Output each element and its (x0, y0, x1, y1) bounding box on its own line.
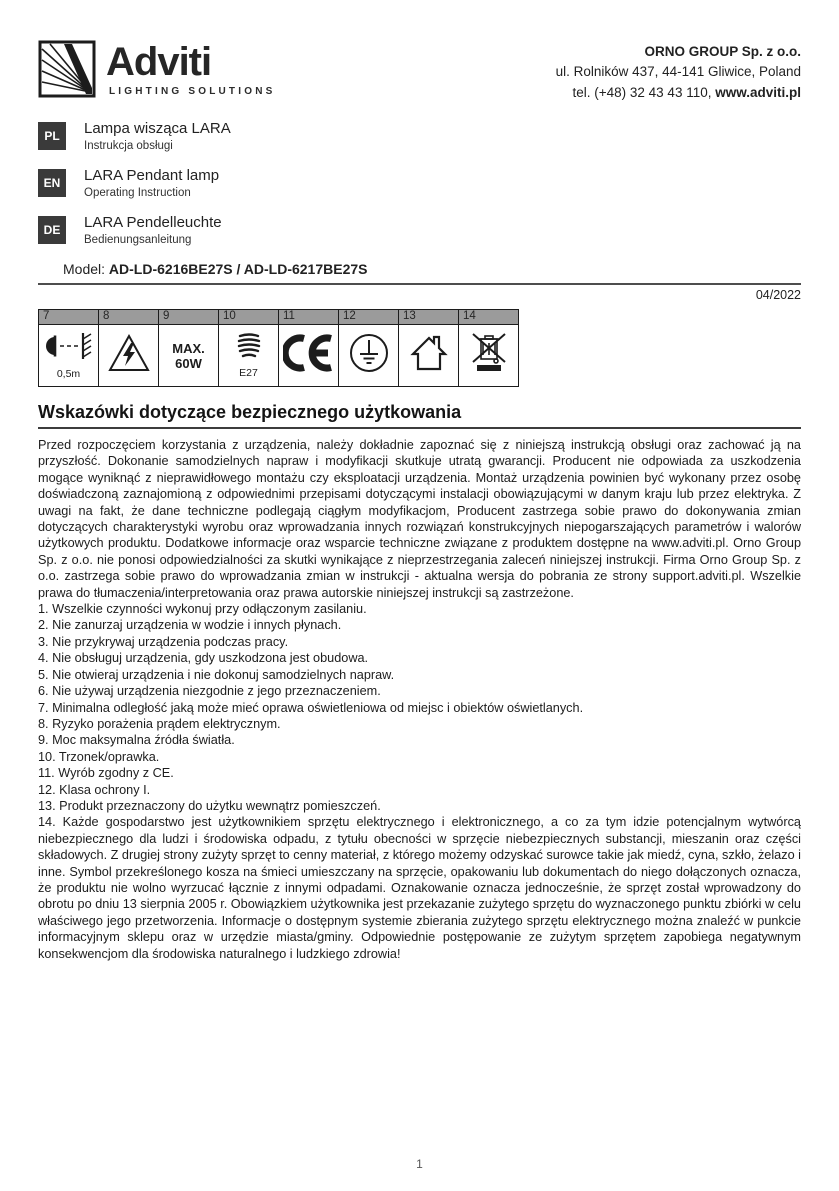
socket-label: E27 (239, 367, 258, 380)
symbol-header-8: 8 (99, 310, 159, 325)
weee-bin-icon (466, 361, 512, 378)
safety-item-7: 7. Minimalna odległość jaką może mieć oprawa oświetleniowa od miejsc i obiektów oświetlanych. (38, 700, 584, 715)
safety-item-1: 1. Wszelkie czynności wykonuj przy odłączonym zasilaniu. (38, 602, 367, 617)
brand-name: Adviti (106, 40, 212, 84)
safety-item-9: 9. Moc maksymalna źródła światła. (38, 733, 235, 748)
company-name: ORNO GROUP Sp. z o.o. (644, 44, 801, 59)
product-subtitle-pl: Instrukcja obsługi (84, 140, 173, 152)
model-value: AD-LD-6216BE27S / AD-LD-6217BE27S (108, 261, 368, 277)
product-title-de: LARA Pendelleuchte (84, 214, 222, 231)
company-info (556, 40, 801, 103)
protection-class-icon (348, 361, 390, 378)
symbol-header-12: 12 (339, 310, 399, 325)
model-label: Model: (63, 261, 106, 277)
safety-intro-paragraph: Przed rozpoczęciem korzystania z urządzenia, należy dokładnie zapoznać się z niniejszą instrukcją obsługi oraz zachować ją na przyszłość. Dokonanie samodzielnych napraw i modyfikacji skutkuje utratą gwarancji. Producent nie odpowiada za uszkodzenia mogące wyniknąć z nieprawidłowego montażu czy eksploatacji urządzenia. Montaż urządzenia powinien być wykonany przez osobę doświadczoną zaznajomioną z odpowiednimi przepisami dotyczącymi instalacji obowiązującymi w danym kraju lub przez elektryka. Z uwagi na fakt, że dane techniczne podlegają ciągłym modyfikacjom, Producent zastrzega sobie prawo do dokonywania zmian dotyczących charakterystyki wyrobu oraz wprowadzania innych rozwiązań konstrukcyjnych niepogarszających parametrów i walorów użytkowych produktu. Dodatkowe informacje oraz wsparcie techniczne związane z produktem dostępne na www.adviti.pl. Orno Group Sp. z o.o. nie ponosi odpowiedzialności za skutki wynikające z nieprzestrzegania zaleceń niniejszej instrukcji. Firma Orno Group Sp. z o.o. zastrzega sobie prawo do wprowadzania zmian w instrukcji - aktualna wersja do pobrania ze strony support.adviti.pl. Wszelkie prawa do tłumaczenia/interpretowania oraz prawa autorskie niniejszej instrukcji są zastrzeżone. (38, 438, 801, 600)
product-subtitle-en: Operating Instruction (84, 187, 191, 199)
brand-tagline: LIGHTING SOLUTIONS (109, 86, 276, 97)
safety-item-4: 4. Nie obsługuj urządzenia, gdy uszkodzona jest obudowa. (38, 651, 369, 666)
symbol-cell-max-wattage (159, 325, 219, 387)
symbol-cell-distance (39, 325, 99, 387)
bulb-socket-icon (232, 349, 266, 366)
symbol-cell-ce (279, 325, 339, 387)
symbol-header-10: 10 (219, 310, 279, 325)
distance-label: 0,5m (56, 368, 81, 381)
symbol-cell-warning (99, 325, 159, 387)
company-phone: tel. (+48) 32 43 43 110, (572, 84, 716, 100)
company-contact (556, 83, 801, 103)
symbol-cell-socket (219, 325, 279, 387)
language-badge-de: DE (38, 216, 66, 244)
warning-triangle-icon (107, 360, 151, 377)
symbols-header-row (39, 310, 519, 325)
company-website: www.adviti.pl (715, 84, 801, 100)
language-sections (38, 120, 801, 246)
safety-item-3: 3. Nie przykrywaj urządzenia podczas pracy. (38, 634, 289, 649)
symbol-header-11: 11 (279, 310, 339, 325)
safety-item-13: 13. Produkt przeznaczony do użytku wewnątrz pomieszczeń. (38, 798, 381, 813)
symbol-cell-weee (459, 325, 519, 387)
language-badge-en: EN (38, 169, 66, 197)
product-subtitle-de: Bedienungsanleitung (84, 234, 192, 246)
brand-wordmark (106, 42, 276, 97)
page-number: 1 (416, 1157, 423, 1171)
symbol-header-9: 9 (159, 310, 219, 325)
model-line (63, 261, 801, 277)
company-address: ul. Rolników 437, 44-141 Gliwice, Poland (555, 64, 801, 80)
symbols-icon-row (39, 325, 519, 387)
page-header (38, 40, 801, 103)
safety-item-10: 10. Trzonek/oprawka. (38, 749, 160, 764)
safety-item-11: 11. Wyrób zgodny z CE. (38, 766, 174, 781)
safety-item-2: 2. Nie zanurzaj urządzenia w wodzie i innych płynach. (38, 618, 342, 633)
product-title-en: LARA Pendant lamp (84, 167, 220, 184)
symbol-header-14: 14 (459, 310, 519, 325)
language-row-pl (38, 120, 801, 152)
safety-heading: Wskazówki dotyczące bezpiecznego użytkowania (38, 402, 462, 422)
safety-item-14: 14. Każde gospodarstwo jest użytkownikiem sprzętu elektrycznego i elektronicznego, a co za tym idzie potencjalnym wytwórcą niebezpiecznego dla ludzi i środowiska odpadu, z tytułu obecności w sprzęcie niebezpiecznych substancji, mieszanin oraz części składowych. Z drugiej strony zużyty sprzęt to cenny materiał, z którego możemy odzyskać surowce takie jak miedź, cyna, szkło, żelazo i inne. Symbol przekreślonego kosza na śmieci umieszczany na sprzęcie, opakowaniu lub dokumentach do niego dołączonych oznacza, że produktu nie wolno wyrzucać łącznie z innymi odpadami. Oznakowanie oznacza jednocześnie, że sprzęt został wprowadzony do obrotu po dniu 13 sierpnia 2005 r. Obowiązkiem użytkownika jest przekazanie zużytego sprzętu do wyznaczonego punktu zbiórki w celu właściwego jego przetworzenia. Informacje o dostępnym systemie zbierania zużytego sprzętu elektrycznego można znaleźć w punkcie informacyjnym sklepu oraz w urzędzie miasta/gminy. Odpowiednie postępowanie ze zużytym sprzętem zapobiega negatywnym konsekwencjom dla środowiska naturalnego i ludzkiego zdrowia! (38, 815, 801, 961)
distance-icon (45, 350, 93, 367)
product-title-pl: Lampa wisząca LARA (84, 120, 231, 137)
symbols-table (38, 309, 519, 387)
safety-item-12: 12. Klasa ochrony I. (38, 782, 151, 797)
ce-mark-icon (283, 360, 335, 377)
language-row-en (38, 167, 801, 199)
model-divider (38, 283, 801, 285)
max-wattage-text: MAX. 60W (172, 340, 205, 371)
indoor-use-icon (407, 360, 451, 377)
safety-item-8: 8. Ryzyko porażenia prądem elektrycznym. (38, 716, 281, 731)
revision-date: 04/2022 (755, 288, 801, 302)
symbol-cell-indoor (399, 325, 459, 387)
safety-heading-divider (38, 427, 801, 429)
language-badge-pl: PL (38, 122, 66, 150)
brand-block (38, 40, 276, 103)
symbol-cell-protection-class (339, 325, 399, 387)
symbol-header-13: 13 (399, 310, 459, 325)
symbol-header-7: 7 (39, 310, 99, 325)
language-row-de (38, 214, 801, 246)
safety-item-5: 5. Nie otwieraj urządzenia i nie dokonuj samodzielnych napraw. (38, 667, 395, 682)
brand-logo-icon (38, 40, 96, 103)
safety-item-6: 6. Nie używaj urządzenia niezgodnie z jego przeznaczeniem. (38, 684, 381, 699)
